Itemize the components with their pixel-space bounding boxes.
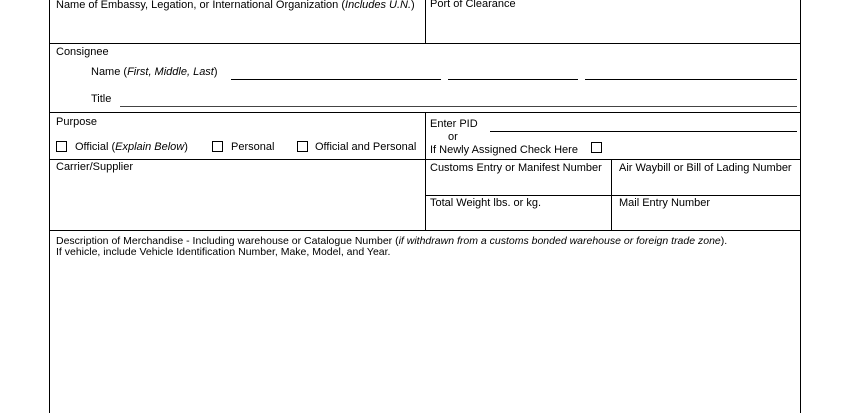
mail-entry-label: Mail Entry Number bbox=[619, 197, 711, 209]
description-label-line1: Description of Merchandise - Including warehouse or Catalogue Number (if withdrawn from a customs bonded warehouse or foreign trade zone). bbox=[56, 235, 728, 247]
row1-bottom-rule bbox=[50, 43, 800, 44]
consignee-last-name-field[interactable] bbox=[585, 79, 797, 80]
carrier-supplier-label: Carrier/Supplier bbox=[56, 161, 134, 173]
waybill-label: Air Waybill or Bill of Lading Number bbox=[619, 162, 792, 174]
newly-assigned-checkbox[interactable] bbox=[591, 142, 602, 153]
customs-entry-label: Customs Entry or Manifest Number bbox=[430, 162, 602, 174]
purpose-bottom-rule bbox=[50, 159, 800, 160]
pid-field[interactable] bbox=[490, 131, 797, 132]
embassy-input[interactable] bbox=[50, 12, 425, 43]
description-label-line2: If vehicle, include Vehicle Identification Number, Make, Model, and Year. bbox=[56, 246, 391, 258]
total-weight-input[interactable] bbox=[426, 210, 611, 230]
consignee-first-name-field[interactable] bbox=[231, 79, 441, 80]
port-of-clearance-input[interactable] bbox=[426, 12, 800, 43]
purpose-personal-checkbox[interactable] bbox=[212, 141, 223, 152]
consignee-middle-name-field[interactable] bbox=[448, 79, 578, 80]
total-weight-label: Total Weight lbs. or kg. bbox=[430, 197, 542, 209]
consignee-name-label: Name (First, Middle, Last) bbox=[91, 66, 218, 78]
carrier-bottom-rule bbox=[50, 230, 800, 231]
embassy-label: Name of Embassy, Legation, or International Organization (Includes U.N.) bbox=[56, 0, 415, 11]
purpose-personal-label: Personal bbox=[231, 141, 275, 153]
carrier-supplier-input[interactable] bbox=[50, 174, 425, 230]
purpose-official-personal-label: Official and Personal bbox=[315, 141, 417, 153]
enter-pid-label: Enter PID bbox=[430, 118, 478, 130]
waybill-input[interactable] bbox=[612, 175, 800, 195]
newly-assigned-label: If Newly Assigned Check Here bbox=[430, 144, 578, 156]
purpose-official-checkbox[interactable] bbox=[56, 141, 67, 152]
consignee-title-label: Title bbox=[91, 93, 112, 105]
port-of-clearance-label: Port of Clearance bbox=[430, 0, 516, 10]
weight-top-rule bbox=[425, 195, 800, 196]
consignee-title-field[interactable] bbox=[120, 106, 797, 107]
description-textarea[interactable] bbox=[50, 260, 800, 413]
customs-entry-input[interactable] bbox=[426, 175, 611, 195]
pid-or-label: or bbox=[448, 131, 458, 143]
purpose-official-label: Official (Explain Below) bbox=[75, 141, 188, 153]
mail-entry-input[interactable] bbox=[612, 210, 800, 230]
purpose-official-personal-checkbox[interactable] bbox=[297, 141, 308, 152]
purpose-heading: Purpose bbox=[56, 116, 97, 128]
consignee-heading: Consignee bbox=[56, 46, 109, 58]
customs-form bbox=[49, 0, 801, 413]
